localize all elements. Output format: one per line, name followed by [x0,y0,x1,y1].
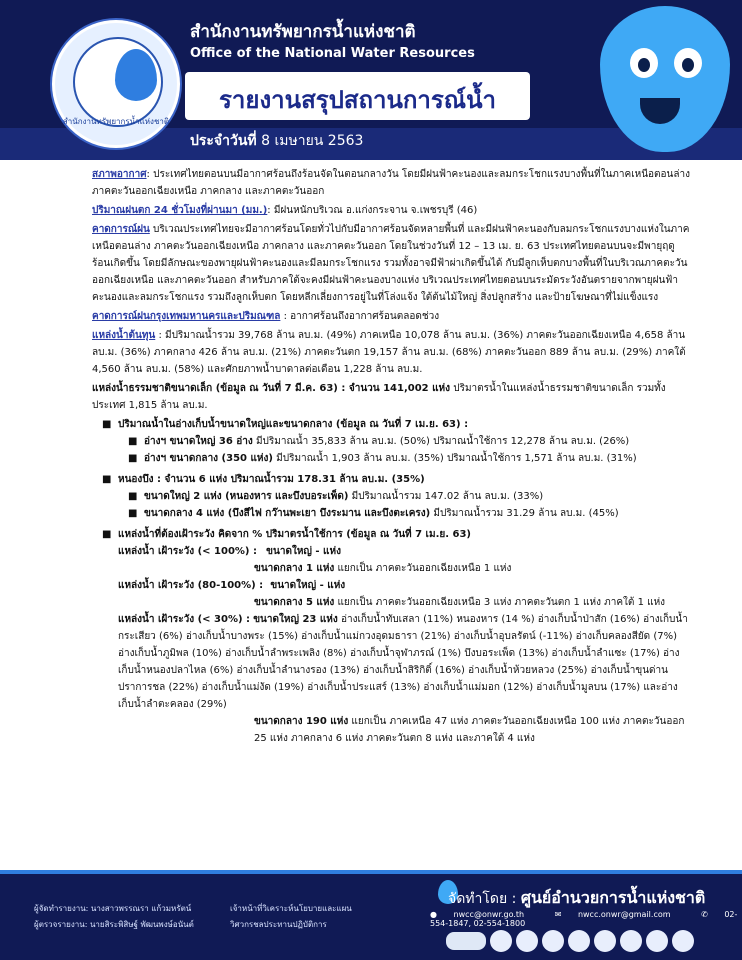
bkk-forecast-text: : อากาศร้อนถึงอากาศร้อนตลอดช่วง [280,311,440,322]
publisher [448,886,705,911]
watch-low-label: แหล่งน้ำ เฝ้าระวัง (< 30%) : [118,614,251,625]
watch-low-medium-text: แยกเป็น ภาคเหนือ 47 แห่ง ภาคตะวันออกเฉียงเหนือ 100 แห่ง ภาคตะวันออก 25 แห่ง ภาคกลาง 6 แห่ง ภาคตะวันตก 8 แห่ง และภาคใต้ 4 แห่ง [254,716,685,744]
square-bullet-icon: ■ [128,508,138,519]
logo-ring-text: สำนักงานทรัพยากรน้ำแห่งชาติ [62,117,170,126]
square-bullet-icon: ■ [102,529,112,540]
mascot-mouth [640,98,680,124]
weather-label: สภาพอากาศ [92,169,147,180]
swamp-heading-row [92,471,690,488]
logo-emblem [73,37,163,127]
reviewer-label: ผู้จัดทำรายงาน: [34,904,89,913]
report-date [190,130,363,152]
reservoir-large-row [92,433,690,450]
reservoir-large-text: มีปริมาณน้ำ 35,833 ล้าน ลบ.ม. (50%) ปริมาณน้ำใช้การ 12,278 ล้าน ลบ.ม. (26%) [252,436,630,447]
bkk-forecast-label: คาดการณ์ฝนกรุงเทพมหานครและปริมณฑล [92,311,281,322]
date-prefix: ประจำวันที่ [190,133,257,149]
watch-low-medium-bold: ขนาดกลาง 190 แห่ง [254,716,349,727]
checker-row [34,918,194,931]
rain24-text: : มีฝนหนักบริเวณ อ.แก่งกระจาน จ.เพชรบุรี (46) [267,205,478,216]
partner-logo [542,930,564,952]
org-name-thai: สำนักงานทรัพยากรน้ำแห่งชาติ [190,22,416,42]
watch-low-row [92,611,690,713]
water-sources-text: : มีปริมาณน้ำรวม 39,768 ล้าน ลบ.ม. (49%) ภาคเหนือ 10,078 ล้าน ลบ.ม. (36%) ภาคตะวันออกเฉียงเหนือ 4,658 ล้าน ลบ.ม. (36%) ภาคกลาง 426 ล้าน ลบ.ม. (21%) ภาคตะวันตก 19,157 ล้าน ลบ.ม. (68%) ภาคตะวันออก 889 ล้าน ลบ.ม. (29%) ภาคใต้ 4,560 ล้าน ลบ.ม. (58%) และศักยภาพน้ำบาดาลต่อเดือน 1,228 ล้าน ลบ.ม. [92,330,686,375]
web-link[interactable]: ● nwcc@onwr.go.th [430,910,525,919]
org-name-english: Office of the National Water Resources [190,46,475,61]
reservoir-heading-row [92,416,690,433]
square-bullet-icon: ■ [128,491,138,502]
reservoir-heading: ปริมาณน้ำในอ่างเก็บน้ำขนาดใหญ่และขนาดกลาง (ข้อมูล ณ วันที่ 7 เม.ย. 63) : [118,419,469,430]
watch-over100-row [92,543,690,560]
reviewer-row [34,902,191,915]
square-bullet-icon: ■ [128,436,138,447]
gistda-logo [446,932,486,950]
mascot-left-eye [630,48,658,78]
swamp-large-bold: ขนาดใหญ่ 2 แห่ง (หนองหาร และบึงบอระเพ็ด) [144,491,349,502]
weather-text: : ประเทศไทยตอนบนมีอากาศร้อนถึงร้อนจัดในตอนกลางวัน โดยมีฝนฟ้าคะนองและลมกระโชกแรงบางพื้นที่ในภาคเหนือตอนล่าง ภาคตะวันออกเฉียงเหนือ ภาคกลาง และภาคตะวันออก [92,169,691,197]
watch-80-medium-row [92,594,690,611]
forecast-section [92,221,690,306]
checker-role: วิศวกรชลประทานปฏิบัติการ [230,920,327,929]
report-title-box [185,72,530,120]
reservoir-medium-row [92,450,690,467]
swamp-medium-text: มีปริมาณน้ำรวม 31.29 ล้าน ลบ.ม. (45%) [430,508,619,519]
phone-number: ✆ 02-554-1847, 02-554-1800 [430,910,738,928]
square-bullet-icon: ■ [102,419,112,430]
watch-low-large-bold: ขนาดใหญ่ 23 แห่ง [253,614,338,625]
watch-over100-medium-row [92,560,690,577]
swamp-medium-row [92,505,690,522]
mascot-right-eye [674,48,702,78]
water-sources-section [92,327,690,378]
rain24-label: ปริมาณฝนตก 24 ชั่วโมงที่ผ่านมา (มม.) [92,205,268,216]
reservoir-large-bold: อ่างฯ ขนาดใหญ่ 36 อ่าง [144,436,253,447]
forecast-text: บริเวณประเทศไทยจะมีอากาศร้อนโดยทั่วไปกับมีอากาศร้อนจัดหลายพื้นที่ และมีฝนฟ้าคะนองกับลมกระโชกแรงบางแห่งในภาคเหนือตอนล่าง ภาคตะวันออกเฉียงเหนือ ภาคกลาง และภาคตะวันออก โดยในช่วงวันที่ 12 – 13 เม. ย. 63 ประเทศไทยตอนบนจะมีพายุฤดูร้อนเกิดขึ้น โดยมีลักษณะของพายุฝนฟ้าคะนองและมีลมกระโชกแรง รวมทั้งอาจมีฟ้าผ่าเกิดขึ้นได้ กับมีลูกเห็บตกบางพื้นที่ในบริเวณภาคตะวันออกเฉียงเหนือ และภาคตะวันออก สำหรับภาคใต้จะคงมีฝนฟ้าคะนองบางแห่ง บริเวณประเทศไทยตอนบนระมัดระวังอันตรายจากพายุฝนฟ้าคะนองและลมกระโชกแรง รวมถึงลูกเห็บตก โดยหลีกเลี่ยงการอยู่ในที่โล่งแจ้ง ใต้ต้นไม้ใหญ่ สิ่งปลูกสร้าง และป้ายโฆษณาที่ไม่แข็งแรง [92,224,690,303]
onwr-logo [52,20,180,148]
natural-sources-section [92,380,690,414]
bkk-forecast-section [92,308,690,325]
publisher-prefix: จัดทำโดย : [448,891,517,907]
partner-logo [594,930,616,952]
weather-section [92,166,690,200]
date-value: 8 เมษายน 2563 [261,133,364,149]
watch-80-medium-bold: ขนาดกลาง 5 แห่ง [254,597,335,608]
email-link[interactable]: ✉ nwcc.onwr@gmail.com [554,910,671,919]
partner-logo [490,930,512,952]
checker-name: นายสิระพิสิษฐ์ พัฒนพงษ์อนันต์ [89,920,194,929]
watch-80-medium-text: แยกเป็น ภาคตะวันออกเฉียงเหนือ 3 แห่ง ภาคตะวันตก 1 แห่ง ภาคใต้ 1 แห่ง [334,597,666,608]
natural-sources-text: ปริมาตรน้ำในแหล่งน้ำธรรมชาติขนาดเล็ก รวมทั้งประเทศ 1,815 ล้าน ลบ.ม. [92,383,666,411]
swamp-medium-bold: ขนาดกลาง 4 แห่ง (บึงสีไฟ กว๊านพะเยา บึงระมาน และบึงตะเครง) [144,508,431,519]
reviewer-name: นางสาวพรรณรา แก้วมหรัตน์ [90,904,192,913]
watch-over100-large: ขนาดใหญ่ - แห่ง [266,546,341,557]
reservoir-medium-text: มีปริมาณน้ำ 1,903 ล้าน ลบ.ม. (35%) ปริมาณน้ำใช้การ 1,571 ล้าน ลบ.ม. (31%) [272,453,637,464]
publisher-name: ศูนย์อำนวยการน้ำแห่งชาติ [520,888,706,907]
footer-bar [0,870,742,960]
reservoir-medium-bold: อ่างฯ ขนาดกลาง (350 แห่ง) [144,453,273,464]
report-body [92,166,690,747]
watch-over100-medium-text: แยกเป็น ภาคตะวันออกเฉียงเหนือ 1 แห่ง [334,563,512,574]
partner-logo [568,930,590,952]
square-bullet-icon: ■ [128,453,138,464]
contact-row [430,910,742,928]
swamp-large-row [92,488,690,505]
watch-80-large: ขนาดใหญ่ - แห่ง [270,580,346,591]
watch-over100-label: แหล่งน้ำ เฝ้าระวัง (< 100%) : [118,546,257,557]
partner-logos [446,930,736,956]
mail-icon: ✉ [554,910,562,919]
swamp-large-text: มีปริมาณน้ำรวม 147.02 ล้าน ลบ.ม. (33%) [348,491,544,502]
water-drop-icon [115,49,157,101]
watch-80-label: แหล่งน้ำ เฝ้าระวัง (80-100%) : [118,580,264,591]
footer-divider [0,870,742,874]
checker-label: ผู้ตรวจรายงาน: [34,920,88,929]
partner-logo [672,930,694,952]
natural-sources-bold: แหล่งน้ำธรรมชาติขนาดเล็ก (ข้อมูล ณ วันที่ 7 มี.ค. 63) : จำนวน 141,002 แห่ง [92,383,451,394]
watch-low-medium-row [92,713,690,747]
watch-over100-medium-bold: ขนาดกลาง 1 แห่ง [254,563,335,574]
swamp-heading: หนองบึง : จำนวน 6 แห่ง ปริมาณน้ำรวม 178.31 ล้าน ลบ.ม. (35%) [118,474,425,485]
watch-low-large-text: อ่างเก็บน้ำทับเสลา (11%) หนองหาร (14 %) อ่างเก็บน้ำป่าสัก (16%) อ่างเก็บน้ำกระเสียว (6%) อ่างเก็บน้ำบางพระ (15%) อ่างเก็บน้ำแม่กวงอุดมธารา (21%) อ่างเก็บน้ำอุบลรัตน์ (-11%) อ่างเก็บคลองสียัด (7%) อ่างเก็บน้ำภูมิพล (10%) อ่างเก็บน้ำลำพระเพลิง (8%) อ่างเก็บน้ำจุฬาภรณ์ (1%) บึงบอระเพ็ด (13%) อ่างเก็บน้ำลำแซะ (17%) อ่างเก็บน้ำหนองปลาไหล (6%) อ่างเก็บน้ำลำนางรอง (13%) อ่างเก็บน้ำสิริกิติ์ (16%) อ่างเก็บน้ำห้วยหลวง (25%) อ่างเก็บน้ำขุนด่านปราการชล (22%) อ่างเก็บน้ำแม่งัด (19%) อ่างเก็บน้ำประแสร์ (13%) อ่างเก็บน้ำแม่มอก (12%) อ่างเก็บน้ำมูลบน (17%) และอ่างเก็บน้ำลำตะคลอง (29%) [118,614,688,710]
globe-icon: ● [430,910,437,919]
rain24-section [92,202,690,219]
forecast-label: คาดการณ์ฝน [92,224,150,235]
water-sources-label: แหล่งน้ำต้นทุน [92,330,156,341]
watch-heading-row [92,526,690,543]
watch-heading: แหล่งน้ำที่ต้องเฝ้าระวัง คิดจาก % ปริมาตรน้ำใช้การ (ข้อมูล ณ วันที่ 7 เม.ย. 63) [118,529,471,540]
partner-logo [620,930,642,952]
header-banner [0,0,742,160]
phone-icon: ✆ [701,910,708,919]
partner-logo [646,930,668,952]
report-title: รายงานสรุปสถานการณ์น้ำ [219,86,496,114]
partner-logo [516,930,538,952]
watch-80-row [92,577,690,594]
square-bullet-icon: ■ [102,474,112,485]
reviewer-role: เจ้าหน้าที่วิเคราะห์นโยบายและแผน [230,904,352,913]
